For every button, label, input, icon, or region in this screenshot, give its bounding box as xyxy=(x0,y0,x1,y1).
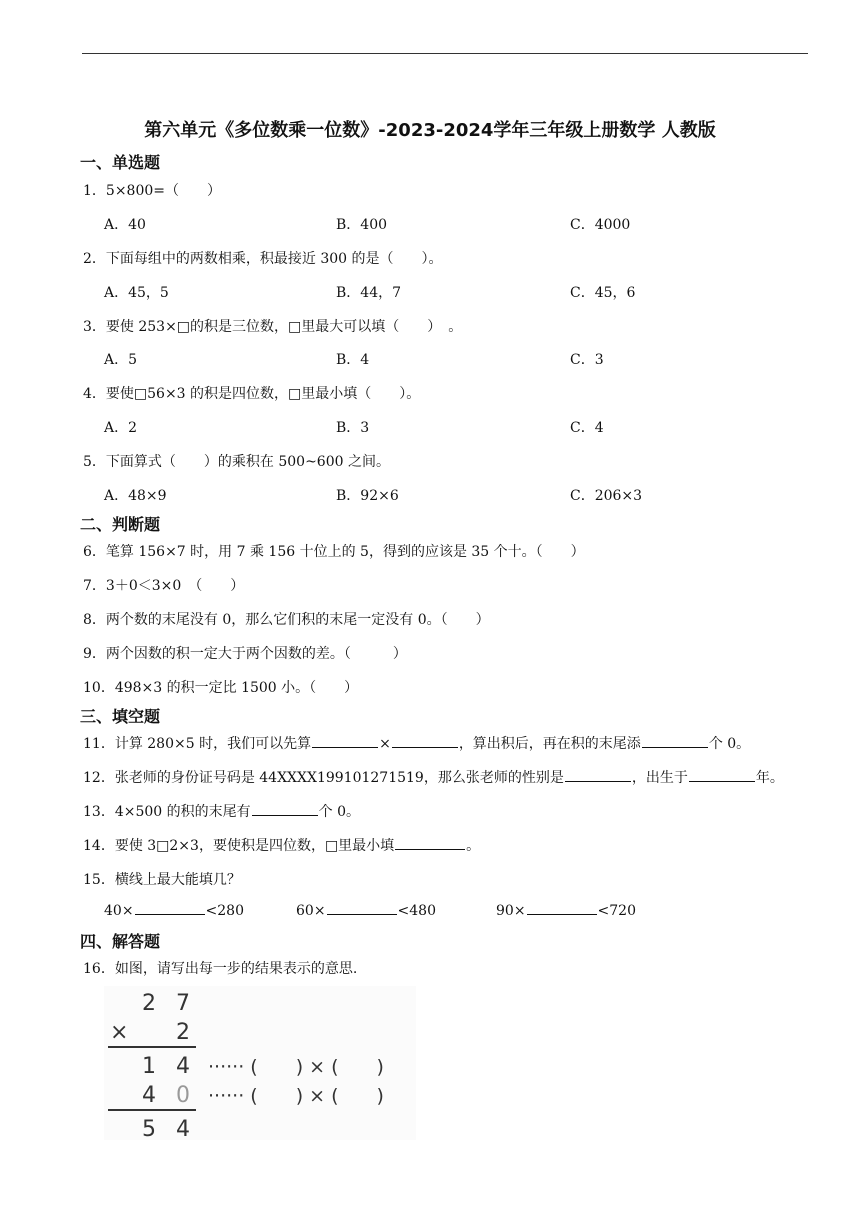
fig-row3-ones: 4 xyxy=(176,1054,190,1079)
q15-item-2-blank[interactable] xyxy=(327,900,397,915)
q12-blank-1[interactable] xyxy=(565,767,631,782)
section-heading-true-false: 二、判断题 xyxy=(80,515,161,534)
q14-text-2: 。 xyxy=(466,838,481,854)
question-12 xyxy=(83,767,784,787)
question-3: 3．要使 253×□的积是三位数，□里最大可以填（ ） 。 xyxy=(83,319,463,335)
section-heading-single-choice: 一、单选题 xyxy=(80,153,161,172)
q15-item-1-pre: 40× xyxy=(104,903,134,919)
question-2: 2．下面每组中的两数相乘，积最接近 300 的是（ ）。 xyxy=(83,251,443,267)
question-9: 9．两个因数的积一定大于两个因数的差。（ ） xyxy=(83,646,407,662)
q15-item-1-post: <280 xyxy=(205,903,244,919)
question-4: 4．要使□56×3 的积是四位数，□里最小填（ ）。 xyxy=(83,386,421,402)
question-15: 15．横线上最大能填几？ xyxy=(83,872,241,888)
header-rule xyxy=(82,53,808,54)
q11-blank-3[interactable] xyxy=(642,733,708,748)
fig-note-2: ······ ( ) × ( ) xyxy=(208,1085,384,1107)
fig-row1-ones: 7 xyxy=(176,991,190,1016)
q15-item-3-pre: 90× xyxy=(496,903,526,919)
fig-row1-tens: 2 xyxy=(142,991,156,1016)
q15-item-2-pre: 60× xyxy=(296,903,326,919)
q15-item-2-post: <480 xyxy=(397,903,436,919)
q5-option-c: C．206×3 xyxy=(570,488,643,504)
q15-item-1-blank[interactable] xyxy=(135,900,205,915)
question-5: 5．下面算式（ ）的乘积在 500~600 之间。 xyxy=(83,454,390,470)
fig-row4-ones: 0 xyxy=(176,1083,190,1108)
q11-blank-1[interactable] xyxy=(312,733,378,748)
q11-text-1: 11．计算 280×5 时，我们可以先算 xyxy=(83,736,312,752)
fig-row5-ones: 4 xyxy=(176,1117,190,1140)
question-13 xyxy=(83,801,360,821)
q1-option-c: C．4000 xyxy=(570,217,631,233)
q13-text-2: 个 0。 xyxy=(318,804,360,820)
q4-option-c: C．4 xyxy=(570,420,604,436)
q4-option-a: A．2 xyxy=(104,420,138,436)
q1-option-a: A．40 xyxy=(104,217,146,233)
q5-option-b: B．92×6 xyxy=(336,488,399,504)
q15-item-2 xyxy=(296,900,436,919)
page-title: 第六单元《多位数乘一位数》-2023-2024学年三年级上册数学 人教版 xyxy=(144,120,716,141)
section-heading-solve: 四、解答题 xyxy=(80,932,161,951)
q3-option-b: B．4 xyxy=(336,352,370,368)
q11-blank-2[interactable] xyxy=(392,733,458,748)
question-14 xyxy=(83,835,480,855)
fig-row2-ones: 2 xyxy=(176,1020,190,1045)
q3-option-a: A．5 xyxy=(104,352,138,368)
multiplication-figure xyxy=(104,986,416,1140)
q11-text-3: ，算出积后，再在积的末尾添 xyxy=(458,736,641,752)
question-6: 6．笔算 156×7 时，用 7 乘 156 十位上的 5，得到的应该是 35 个十。（ ） xyxy=(83,544,585,560)
fig-row4-tens: 4 xyxy=(142,1083,156,1108)
question-11 xyxy=(83,733,750,753)
fig-note-1: ······ ( ) × ( ) xyxy=(208,1056,384,1078)
q5-option-a: A．48×9 xyxy=(104,488,167,504)
section-heading-fill-blank: 三、填空题 xyxy=(80,707,161,726)
q2-option-b: B．44，7 xyxy=(336,285,402,301)
q12-text-3: 年。 xyxy=(755,770,784,786)
q11-text-2: × xyxy=(379,736,391,752)
question-16: 16．如图，请写出每一步的结果表示的意思. xyxy=(83,961,358,977)
question-1: 1．5×800=（ ） xyxy=(83,183,221,199)
q12-text-1: 12．张老师的身份证号码是 44XXXX199101271519，那么张老师的性别是 xyxy=(83,770,564,786)
question-10: 10．498×3 的积一定比 1500 小。（ ） xyxy=(83,680,359,696)
vertical-multiplication-svg xyxy=(104,986,416,1140)
q3-option-c: C．3 xyxy=(570,352,604,368)
question-7: 7．3＋0＜3×0 （ ） xyxy=(83,578,245,594)
q11-text-4: 个 0。 xyxy=(708,736,751,752)
question-8: 8．两个数的末尾没有 0，那么它们积的末尾一定没有 0。（ ） xyxy=(83,612,490,628)
fig-row5-tens: 5 xyxy=(142,1117,156,1140)
q12-text-2: ，出生于 xyxy=(631,770,688,786)
q15-item-3 xyxy=(496,900,636,919)
q2-option-c: C．45，6 xyxy=(570,285,636,301)
q14-blank-1[interactable] xyxy=(395,835,465,850)
q13-blank-1[interactable] xyxy=(252,801,318,816)
q1-option-b: B．400 xyxy=(336,217,388,233)
q2-option-a: A．45，5 xyxy=(104,285,169,301)
q14-text-1: 14．要使 3□2×3，要使积是四位数，□里最小填 xyxy=(83,838,395,854)
q15-item-3-blank[interactable] xyxy=(527,900,597,915)
fig-row3-tens: 1 xyxy=(142,1054,156,1079)
q15-item-3-post: <720 xyxy=(597,903,636,919)
q4-option-b: B．3 xyxy=(336,420,370,436)
fig-times-sign: × xyxy=(110,1020,129,1045)
q12-blank-2[interactable] xyxy=(689,767,755,782)
q13-text-1: 13．4×500 的积的末尾有 xyxy=(83,804,251,820)
q15-item-1 xyxy=(104,900,244,919)
